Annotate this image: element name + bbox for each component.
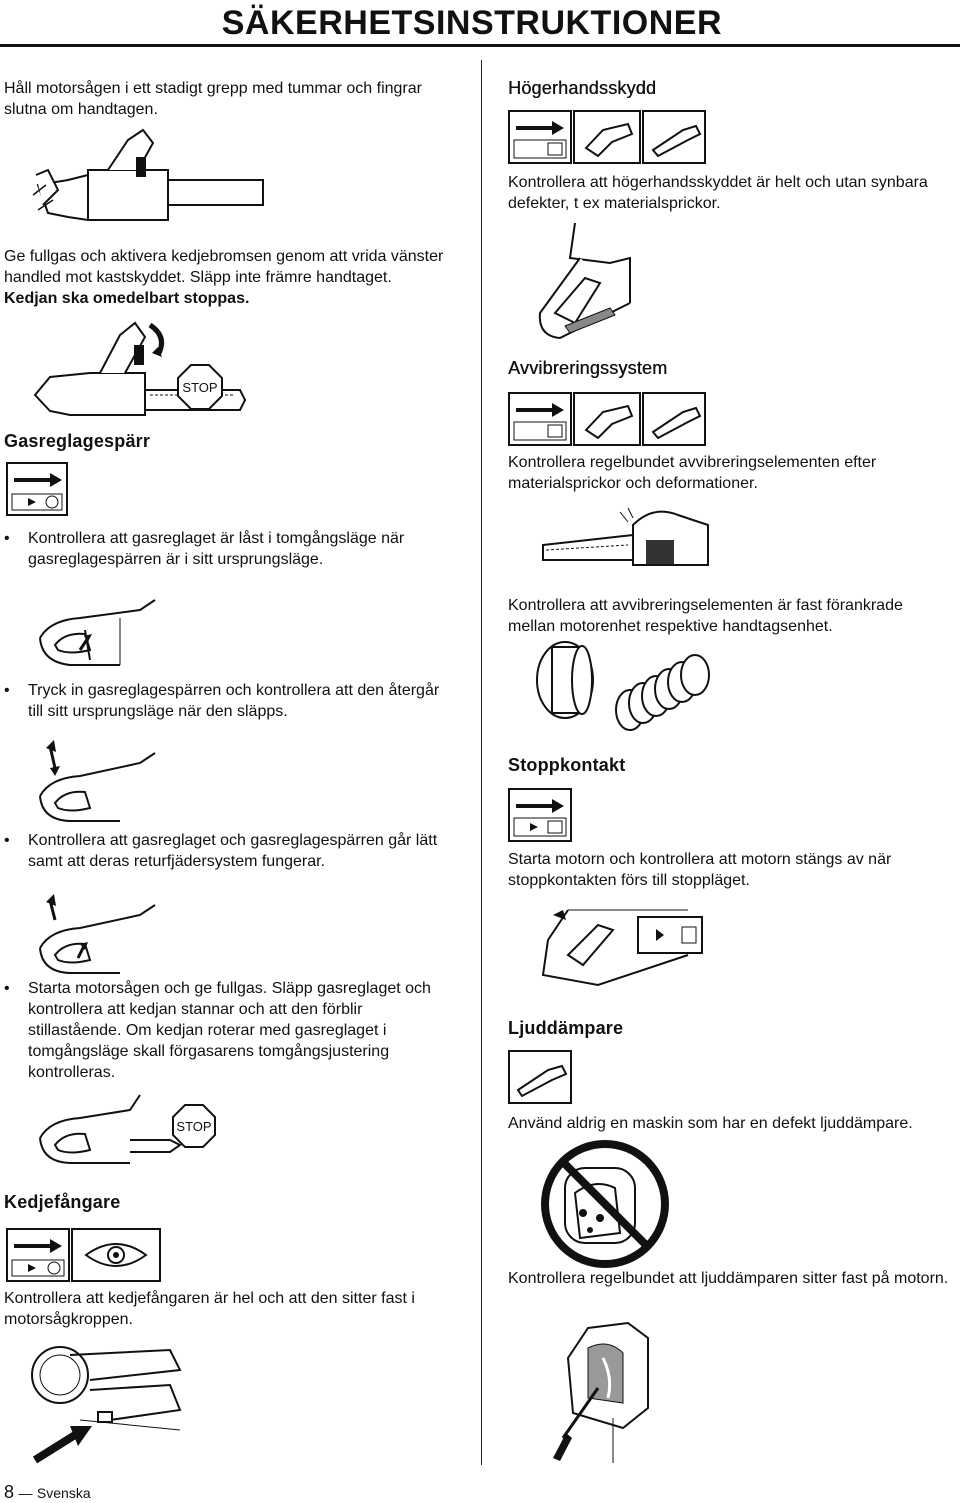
footer-dash: — (18, 1485, 33, 1501)
column-divider (481, 60, 482, 1465)
muffler-text-1: Använd aldrig en maskin som har en defekt ljuddämpare. (508, 1115, 913, 1132)
hand-guard-illustration (520, 218, 650, 343)
hand-guard-symbols (508, 110, 708, 164)
anti-vibration-elements-illustration (530, 635, 720, 735)
stop-switch-text: Starta motorn och kontrollera att motorn stängs av när stoppkontakten förs till stoppläget. (508, 851, 892, 889)
stop-switch-symbol (508, 788, 572, 842)
hand-guard-heading: Högerhandsskydd (508, 78, 657, 98)
throttle-lock-heading: Gasreglagespärr (4, 431, 151, 451)
throttle-bullet-4: • Starta motorsågen och ge fullgas. Släpp gasreglaget och kontrollera att kedjan stannar och att den förblir stillastående. Om kedjan roterar med gasreglaget i tomgångsläge skall förgasarens tomgångsjustering kontrolleras. (28, 978, 458, 1083)
throttle-lock-illustration-3 (30, 890, 160, 975)
footer-language: Svenska (36, 1485, 91, 1501)
brake-emphasis: Kedjan ska omedelbart stoppas. (4, 290, 250, 307)
chain-catcher-text: Kontrollera att kedjefångaren är hel och att den sitter fast i motorsågkroppen. (4, 1290, 415, 1328)
page-footer (4, 1482, 91, 1503)
inspect-visual-icon (6, 1228, 162, 1282)
throttle-lock-illustration-1 (30, 590, 160, 670)
chain-catcher-illustration (30, 1340, 190, 1465)
anti-vibration-text-1: Kontrollera regelbundet avvibreringselementen efter materialsprickor och deformationer. (508, 454, 877, 492)
inspect-symbol-icon (6, 462, 68, 516)
stop-sign-label-2: STOP (176, 1119, 212, 1134)
prohibited-muffler-icon (535, 1138, 675, 1270)
anti-vibration-saw-illustration (538, 500, 718, 580)
chain-brake-illustration (30, 315, 250, 420)
throttle-release-illustration (30, 1090, 230, 1170)
muffler-symbol (508, 1050, 572, 1104)
chain-catcher-heading: Kedjefångare (4, 1192, 121, 1212)
throttle-bullet-3: • Kontrollera att gasreglaget och gasreglagespärren går lätt samt att deras returfjädersystem fungerar. (28, 830, 458, 872)
throttle-bullet-1: • Kontrollera att gasreglaget är låst i tomgångsläge när gasreglagespärren är i sitt ursprungsläge. (28, 528, 448, 570)
hand-guard-text: Kontrollera att högerhandsskyddet är helt och utan synbara defekter, t ex materialsprickor. (508, 174, 928, 212)
stop-sign-label: STOP (182, 380, 218, 395)
brake-text: Ge fullgas och aktivera kedjebromsen genom att vrida vänster handled mot kastskyddet. Släpp inte främre handtaget. Kedjan ska omedelbart stoppas. (4, 248, 444, 307)
anti-vibration-heading: Avvibreringssystem (508, 358, 668, 378)
muffler-check-illustration (548, 1318, 668, 1468)
stop-switch-illustration (538, 895, 708, 995)
muffler-heading: Ljuddämpare (508, 1018, 624, 1038)
anti-vibration-symbols (508, 392, 708, 446)
saw-grip-illustration (28, 125, 268, 235)
stop-switch-heading: Stoppkontakt (508, 755, 626, 775)
header-rule (0, 44, 960, 47)
page-title: SÄKERHETSINSTRUKTIONER (221, 4, 722, 42)
page-number: 8 (4, 1482, 15, 1502)
throttle-bullet-2: • Tryck in gasreglagespärren och kontrollera att den återgår till sitt ursprungsläge när den släpps. (28, 680, 448, 722)
muffler-text-2: Kontrollera regelbundet att ljuddämparen sitter fast på motorn. (508, 1270, 949, 1287)
intro-text: Håll motorsågen i ett stadigt grepp med tummar och fingrar slutna om handtagen. (4, 80, 422, 118)
throttle-lock-illustration-2 (30, 738, 160, 823)
anti-vibration-text-2: Kontrollera att avvibreringselementen är fast förankrade mellan motorenhet respektive handtagsenhet. (508, 597, 903, 635)
